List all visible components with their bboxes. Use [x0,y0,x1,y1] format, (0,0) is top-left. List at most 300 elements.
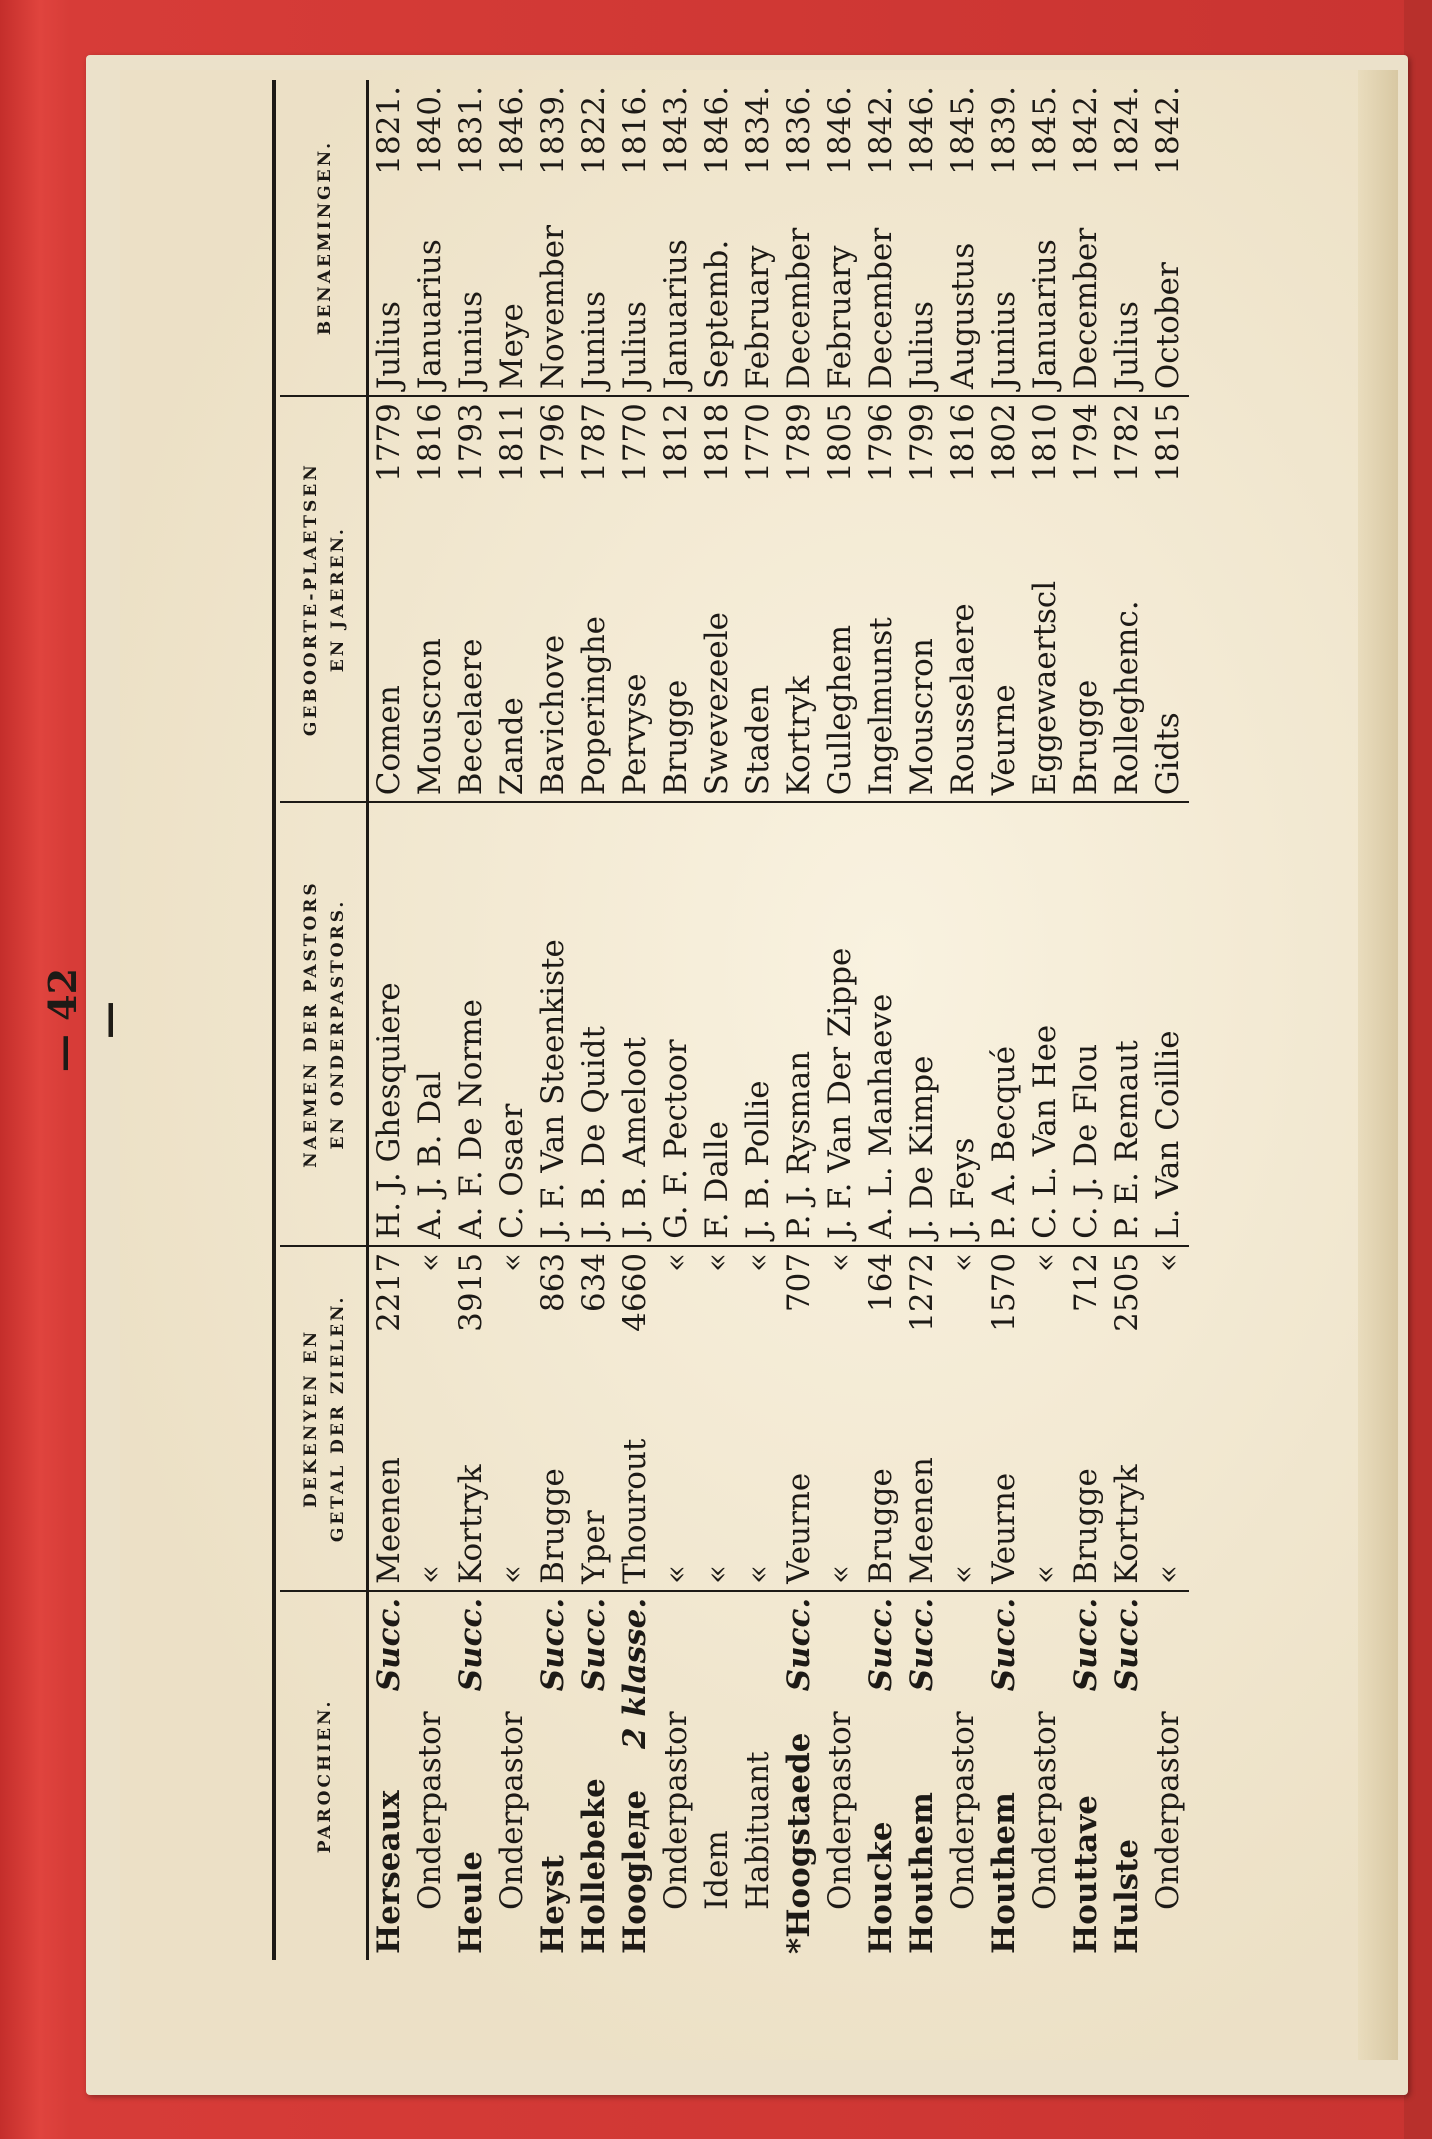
birth-year: 1816 [945,403,982,483]
table-cell [656,1246,697,1591]
birth-year: 1782 [1109,403,1146,483]
table-cell [1148,1591,1189,1960]
deanery-name: « [822,1564,859,1584]
parish-name: Houttave [1068,1795,1105,1954]
appointment-year: 1831. [453,86,490,175]
birthplace-name: Mouscron [904,638,941,796]
table-cell [1107,396,1148,802]
appointment-month: Januarius [412,239,449,390]
birth-year: 1770 [617,403,654,483]
birth-year: 1779 [371,403,408,483]
table-cell [861,802,902,1246]
table-cell [656,802,697,1246]
deanery-name: Thourout [617,1438,654,1584]
birthplace-name: Pervyse [617,673,654,796]
pastor-name: F. Dalle [699,1121,736,1239]
appointment-month: Junius [576,290,613,390]
souls-count: 1570 [986,1252,1023,1332]
parish-table [280,80,1189,1960]
table-cell [533,1246,574,1591]
table-row [697,80,738,1960]
table-cell [1148,80,1189,396]
table-cell [574,1591,615,1960]
table-cell [738,1591,779,1960]
table-row [574,80,615,1960]
table-cell [574,396,615,802]
appointment-month: Meye [494,303,531,390]
souls-count: « [658,1252,695,1272]
table-cell [656,1591,697,1960]
deanery-name: « [1150,1564,1187,1584]
appointment-year: 1816. [617,86,654,175]
table-cell [984,396,1025,802]
table-cell [984,1246,1025,1591]
deanery-name: Veurne [781,1472,818,1584]
birth-year: 1802 [986,403,1023,483]
parish-name: Houthem [986,1792,1023,1954]
table-cell [615,80,656,396]
deanery-name: « [740,1564,777,1584]
appointment-year: 1842. [1068,86,1105,175]
table-cell [451,1591,492,1960]
souls-count: 707 [781,1252,818,1313]
table-row [779,80,820,1960]
appointment-month: Junius [453,290,490,390]
appointment-year: 1836. [781,86,818,175]
table-cell [902,80,943,396]
appointment-year: 1846. [494,86,531,175]
deanery-name: Brugge [535,1468,572,1584]
appointment-month: Augustus [945,242,982,390]
parish-name: Idem [699,1830,736,1910]
parish-name: Hoogleде [617,1789,654,1954]
table-cell [574,80,615,396]
pastor-name: P. E. Remaut [1109,1040,1146,1239]
status-label: Succ. [1109,1597,1146,1692]
parish-name: Heule [453,1850,490,1954]
table-cell [984,80,1025,396]
deanery-name: « [945,1564,982,1584]
table-cell [410,1591,451,1960]
birthplace-name: Eggewaertscl [1027,580,1064,796]
table-cell [368,80,411,396]
table-cell [1066,1246,1107,1591]
birthplace-name: Rousselaere [945,603,982,796]
table-cell [820,1246,861,1591]
deanery-name: « [658,1564,695,1584]
pastor-name: J. B. Pollie [740,1080,777,1239]
table-cell [1025,396,1066,802]
appointment-year: 1842. [1150,86,1187,175]
pastor-name: J. F. Van Steenkiste [535,939,572,1239]
souls-count: « [412,1252,449,1272]
pastor-name: C. L. Van Hee [1027,1024,1064,1239]
deanery-name: Meenen [904,1457,941,1584]
table-body [368,80,1190,1960]
birthplace-name: Comen [371,685,408,796]
pastor-name: J. De Kimpe [904,1055,941,1239]
souls-count: 634 [576,1252,613,1313]
birth-year: 1789 [781,403,818,483]
table-cell [1148,1246,1189,1591]
table-cell [861,1591,902,1960]
parish-name: Hollebeke [576,1778,613,1954]
souls-count: « [494,1252,531,1272]
status-label: Succ. [1068,1597,1105,1692]
table-row [902,80,943,1960]
parish-name: Houthem [904,1792,941,1954]
appointment-year: 1842. [863,86,900,175]
table-cell [615,1591,656,1960]
table-cell [410,396,451,802]
appointment-year: 1839. [535,86,572,175]
deanery-name: « [699,1564,736,1584]
appointment-month: December [863,227,900,390]
table-cell [738,1246,779,1591]
pastor-name: L. Van Coillie [1150,1030,1187,1239]
appointment-year: 1840. [412,86,449,175]
table-cell [820,1591,861,1960]
deanery-name: Kortryk [1109,1464,1146,1584]
birthplace-name: Mouscron [412,638,449,796]
table-cell [902,1591,943,1960]
table-cell [492,80,533,396]
table-cell [1107,1246,1148,1591]
birth-year: 1815 [1150,403,1187,483]
table-cell [615,1246,656,1591]
birthplace-name: Zande [494,697,531,796]
birth-year: 1805 [822,403,859,483]
birth-year: 1816 [412,403,449,483]
table-row [410,80,451,1960]
birthplace-name: Staden [740,684,777,796]
table-cell [533,396,574,802]
table-cell [656,80,697,396]
book-cover-spine [1404,0,1432,2139]
table-cell [368,1591,411,1960]
table-cell [492,802,533,1246]
status-label: Succ. [781,1597,818,1692]
table-cell [861,1246,902,1591]
souls-count: « [1027,1252,1064,1272]
table-cell [492,396,533,802]
header-parochien: PAROCHIEN. [280,1591,368,1960]
birthplace-name: Becelaere [453,638,490,796]
status-label: Succ. [535,1597,572,1692]
souls-count: 863 [535,1252,572,1313]
souls-count: « [740,1252,777,1272]
table-row [451,80,492,1960]
birth-year: 1796 [863,403,900,483]
status-label: 2 klasse. [617,1597,654,1749]
table-row [533,80,574,1960]
appointment-year: 1822. [576,86,613,175]
table-row [984,80,1025,1960]
pastor-name: J. Feys [945,1137,982,1239]
parish-name: Onderpastor [1150,1711,1187,1910]
appointment-year: 1845. [1027,86,1064,175]
table-cell [368,802,411,1246]
birthplace-name: Ingelmunst [863,617,900,796]
birth-year: 1811 [494,403,531,483]
table-cell [533,1591,574,1960]
appointment-year: 1846. [699,86,736,175]
parish-name: Habituant [740,1751,777,1910]
table-cell [1025,1246,1066,1591]
pastor-name: A. L. Manhaeve [863,993,900,1239]
souls-count: 712 [1068,1252,1105,1313]
deanery-name: « [1027,1564,1064,1584]
birth-year: 1810 [1027,403,1064,483]
parish-name: Hulste [1109,1838,1146,1954]
pastor-name: A. J. B. Dal [412,1071,449,1239]
table-cell [943,1246,984,1591]
table-row [615,80,656,1960]
table-row [656,80,697,1960]
table-cell [861,80,902,396]
table-cell [1025,802,1066,1246]
pastor-name: H. J. Ghesquiere [371,982,408,1239]
birthplace-name: Brugge [1068,679,1105,796]
appointment-year: 1834. [740,86,777,175]
top-rule [272,80,276,1960]
header-naemen: NAEMEN DER PASTORS EN ONDERPASTORS. [280,802,368,1246]
birthplace-name: Brugge [658,679,695,796]
appointment-month: Januarius [658,239,695,390]
appointment-month: December [1068,227,1105,390]
header-dekenyen: DEKENYEN EN GETAL DER ZIELEN. [280,1246,368,1591]
table-row [492,80,533,1960]
parish-name: Onderpastor [658,1711,695,1910]
birthplace-name: Swevezeele [699,612,736,796]
status-label: Succ. [863,1597,900,1692]
parish-name: Onderpastor [945,1711,982,1910]
parish-name: Onderpastor [1027,1711,1064,1910]
table-cell [902,802,943,1246]
table-cell [1066,396,1107,802]
table-cell [451,80,492,396]
table-cell [697,802,738,1246]
table-cell [1148,802,1189,1246]
birth-year: 1794 [1068,403,1105,483]
pastor-name: A. F. De Norme [453,999,490,1239]
rotated-table-content [40,80,1240,1960]
table-cell [902,396,943,802]
table-cell [533,802,574,1246]
table-cell [533,80,574,396]
parish-name: Houcke [863,1821,900,1954]
table-cell [820,802,861,1246]
deanery-name: Kortryk [453,1464,490,1584]
table-cell [779,802,820,1246]
table-cell [943,80,984,396]
table-row [820,80,861,1960]
birthplace-name: Poperinghe [576,615,613,796]
pastor-name: C. J. De Flou [1068,1043,1105,1239]
pastor-name: G. F. Pectoor [658,1039,695,1239]
table-cell [1107,80,1148,396]
souls-count: « [822,1252,859,1272]
table-header-row [280,80,368,1960]
header-geboorte: GEBOORTE-PLAETSEN EN JAEREN. [280,396,368,802]
table-row [1066,80,1107,1960]
pastor-name: P. J. Rysman [781,1050,818,1239]
parish-name: Heyst [535,1855,572,1954]
table-cell [451,396,492,802]
pastor-name: C. Osaer [494,1103,531,1239]
pastor-name: J. F. Van Der Zippe [822,947,859,1239]
table-cell [615,802,656,1246]
deanery-name: Meenen [371,1457,408,1584]
appointment-year: 1821. [371,86,408,175]
appointment-month: February [822,245,859,390]
appointment-month: February [740,245,777,390]
appointment-month: November [535,225,572,390]
table-cell [1066,802,1107,1246]
birthplace-name: Kortryk [781,675,818,796]
status-label: Succ. [986,1597,1023,1692]
appointment-month: Januarius [1027,239,1064,390]
birth-year: 1796 [535,403,572,483]
table-cell [410,1246,451,1591]
birthplace-name: Rolleghemc. [1109,600,1146,796]
souls-count: 164 [863,1252,900,1313]
table-cell [368,1246,411,1591]
table-cell [1066,80,1107,396]
parish-name: Onderpastor [412,1711,449,1910]
table-cell [984,1591,1025,1960]
birthplace-name: Gidts [1150,712,1187,796]
status-label: Succ. [453,1597,490,1692]
parish-name: Herseaux [371,1790,408,1954]
appointment-month: Septemb. [699,239,736,390]
table-cell [410,80,451,396]
table-row [861,80,902,1960]
appointment-month: Julius [904,301,941,390]
table-cell [820,396,861,802]
table-row [738,80,779,1960]
table-cell [492,1591,533,1960]
pastor-name: P. A. Becqué [986,1045,1023,1239]
birth-year: 1770 [740,403,777,483]
souls-count: 2217 [371,1252,408,1332]
birthplace-name: Veurne [986,684,1023,796]
table-cell [738,396,779,802]
table-cell [1107,802,1148,1246]
appointment-year: 1846. [904,86,941,175]
table-cell [943,802,984,1246]
appointment-year: 1839. [986,86,1023,175]
status-label: Succ. [576,1597,613,1692]
deanery-name: « [494,1564,531,1584]
souls-count: 3915 [453,1252,490,1332]
souls-count: « [1150,1252,1187,1272]
table-cell [574,802,615,1246]
table-cell [697,80,738,396]
table-row [1107,80,1148,1960]
souls-count: « [699,1252,736,1272]
table-cell [738,80,779,396]
souls-count: « [945,1252,982,1272]
table-cell [902,1246,943,1591]
deanery-name: Brugge [1068,1468,1105,1584]
table-cell [861,396,902,802]
pastor-name: J. B. Ameloot [617,1036,654,1239]
table-cell [656,396,697,802]
table-cell [574,1246,615,1591]
table-cell [492,1246,533,1591]
appointment-month: December [781,227,818,390]
birth-year: 1812 [658,403,695,483]
birthplace-name: Gulleghem [822,624,859,796]
table-row [943,80,984,1960]
souls-count: 2505 [1109,1252,1146,1332]
appointment-year: 1824. [1109,86,1146,175]
appointment-month: Julius [371,301,408,390]
souls-count: 4660 [617,1252,654,1332]
birth-year: 1787 [576,403,613,483]
table-cell [779,396,820,802]
table-cell [1025,80,1066,396]
table-cell [451,1246,492,1591]
status-label: Succ. [371,1597,408,1692]
parish-name: Onderpastor [822,1711,859,1910]
table-cell [779,80,820,396]
table-row [1148,80,1189,1960]
deanery-name: Yper [576,1510,613,1584]
table-cell [1107,1591,1148,1960]
deanery-name: Brugge [863,1468,900,1584]
pastor-name: J. B. De Quidt [576,1026,613,1239]
table-cell [368,396,411,802]
table-cell [943,396,984,802]
status-label: Succ. [904,1597,941,1692]
parish-name: *Hoogstaede [781,1732,818,1954]
table-cell [738,802,779,1246]
table-cell [1066,1591,1107,1960]
page-number: — 42 — [40,967,130,1073]
table-cell [779,1246,820,1591]
table-cell [697,1246,738,1591]
deanery-name: « [412,1564,449,1584]
table-cell [1025,1591,1066,1960]
birth-year: 1793 [453,403,490,483]
parish-name: Onderpastor [494,1711,531,1910]
appointment-month: October [1150,262,1187,390]
appointment-year: 1846. [822,86,859,175]
appointment-month: Junius [986,290,1023,390]
birth-year: 1818 [699,403,736,483]
header-benaemingen: BENAEMINGEN. [280,80,368,396]
table-row [368,80,411,1960]
table-cell [1148,396,1189,802]
table-cell [820,80,861,396]
table-cell [984,802,1025,1246]
table-cell [410,802,451,1246]
appointment-month: Julius [617,301,654,390]
page-gutter [1358,70,1398,2060]
table-cell [943,1591,984,1960]
birthplace-name: Bavichove [535,634,572,796]
deanery-name: Veurne [986,1472,1023,1584]
birth-year: 1799 [904,403,941,483]
table-cell [615,396,656,802]
appointment-month: Julius [1109,301,1146,390]
appointment-year: 1843. [658,86,695,175]
table-row [1025,80,1066,1960]
table-cell [779,1591,820,1960]
appointment-year: 1845. [945,86,982,175]
